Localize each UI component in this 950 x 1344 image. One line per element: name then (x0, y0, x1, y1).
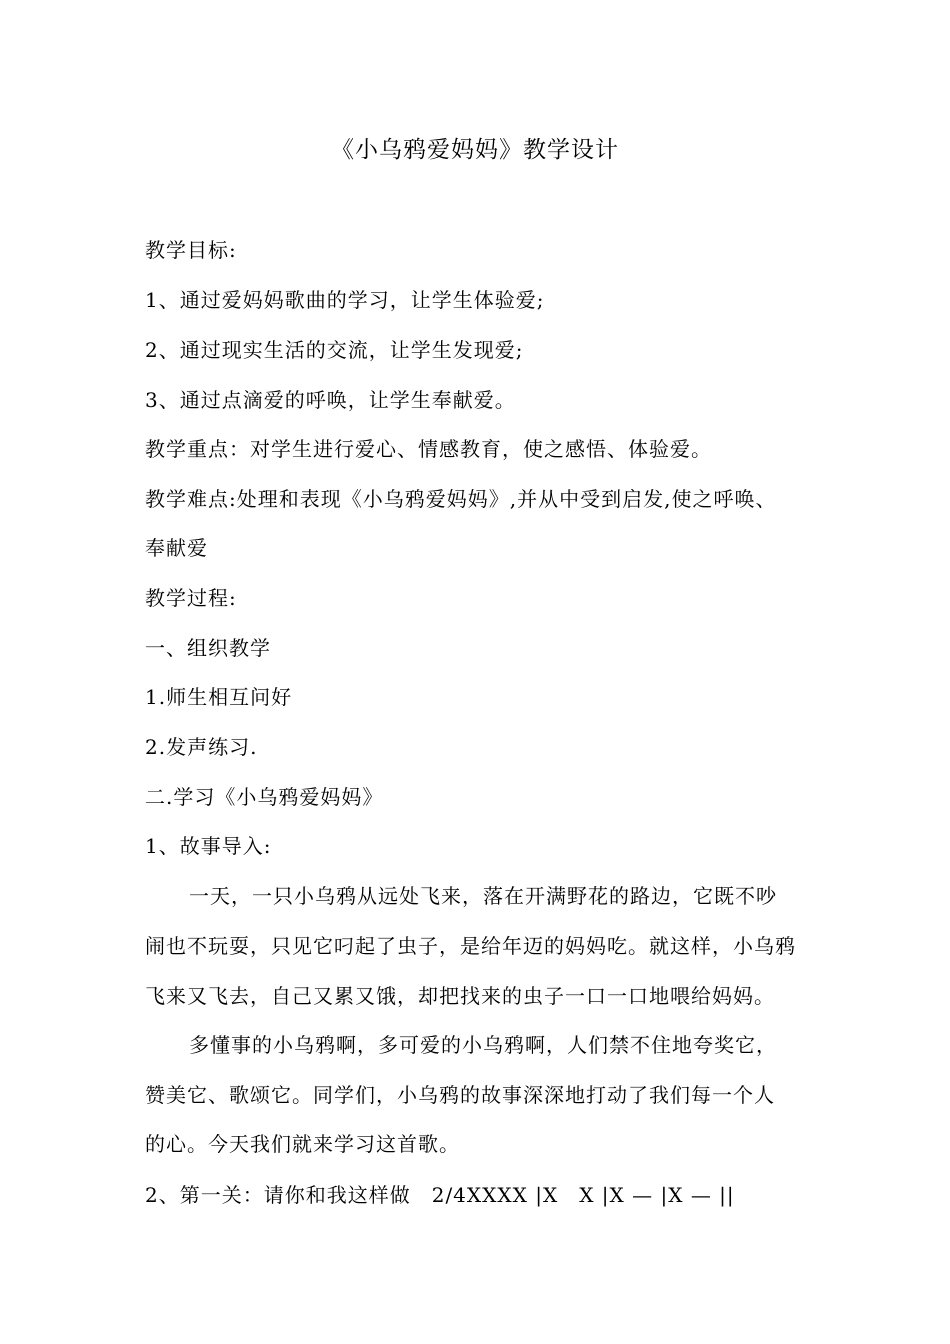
process-step-2: 二.学习《小乌鸦爱妈妈》 (145, 785, 384, 809)
story-paragraph-1-line-2: 闹也不玩耍，只见它叼起了虫子，是给年迈的妈妈吃。就这样，小乌鸦 (145, 934, 796, 958)
rhythm-exercise-line: 2、第一关：请你和我这样做 2/4XXXX |X X |X — |X — || (145, 1183, 735, 1207)
story-paragraph-2-line-2: 赞美它、歌颂它。同学们，小乌鸦的故事深深地打动了我们每一个人 (145, 1083, 775, 1107)
process-substep-vocal: 2.发声练习. (145, 735, 258, 759)
section-heading-objectives: 教学目标: (145, 238, 237, 262)
story-paragraph-2-line-1: 多懂事的小乌鸦啊，多可爱的小乌鸦啊，人们禁不住地夸奖它， (189, 1033, 777, 1057)
objective-item-1: 1、通过爱妈妈歌曲的学习，让学生体验爱; (145, 288, 545, 312)
story-intro-heading: 1、故事导入: (145, 834, 272, 858)
teaching-difficulty-continued: 奉献爱 (145, 536, 208, 560)
story-paragraph-1-line-1: 一天，一只小乌鸦从远处飞来，落在开满野花的路边，它既不吵 (189, 884, 777, 908)
teaching-focus: 教学重点：对学生进行爱心、情感教育，使之感悟、体验爱。 (145, 437, 712, 461)
story-paragraph-2-line-3: 的心。今天我们就来学习这首歌。 (145, 1132, 460, 1156)
objective-item-3: 3、通过点滴爱的呼唤，让学生奉献爱。 (145, 388, 516, 412)
section-heading-process: 教学过程: (145, 586, 237, 610)
teaching-difficulty: 教学难点:处理和表现《小乌鸦爱妈妈》,并从中受到启发,使之呼唤、 (145, 487, 777, 511)
story-paragraph-1-line-3: 飞来又飞去，自己又累又饿，却把找来的虫子一口一口地喂给妈妈。 (145, 984, 775, 1008)
process-substep-greeting: 1.师生相互问好 (145, 685, 293, 709)
document-title: 《小乌鸦爱妈妈》教学设计 (331, 137, 619, 163)
process-step-1: 一、组织教学 (145, 636, 271, 660)
objective-item-2: 2、通过现实生活的交流，让学生发现爱; (145, 338, 524, 362)
